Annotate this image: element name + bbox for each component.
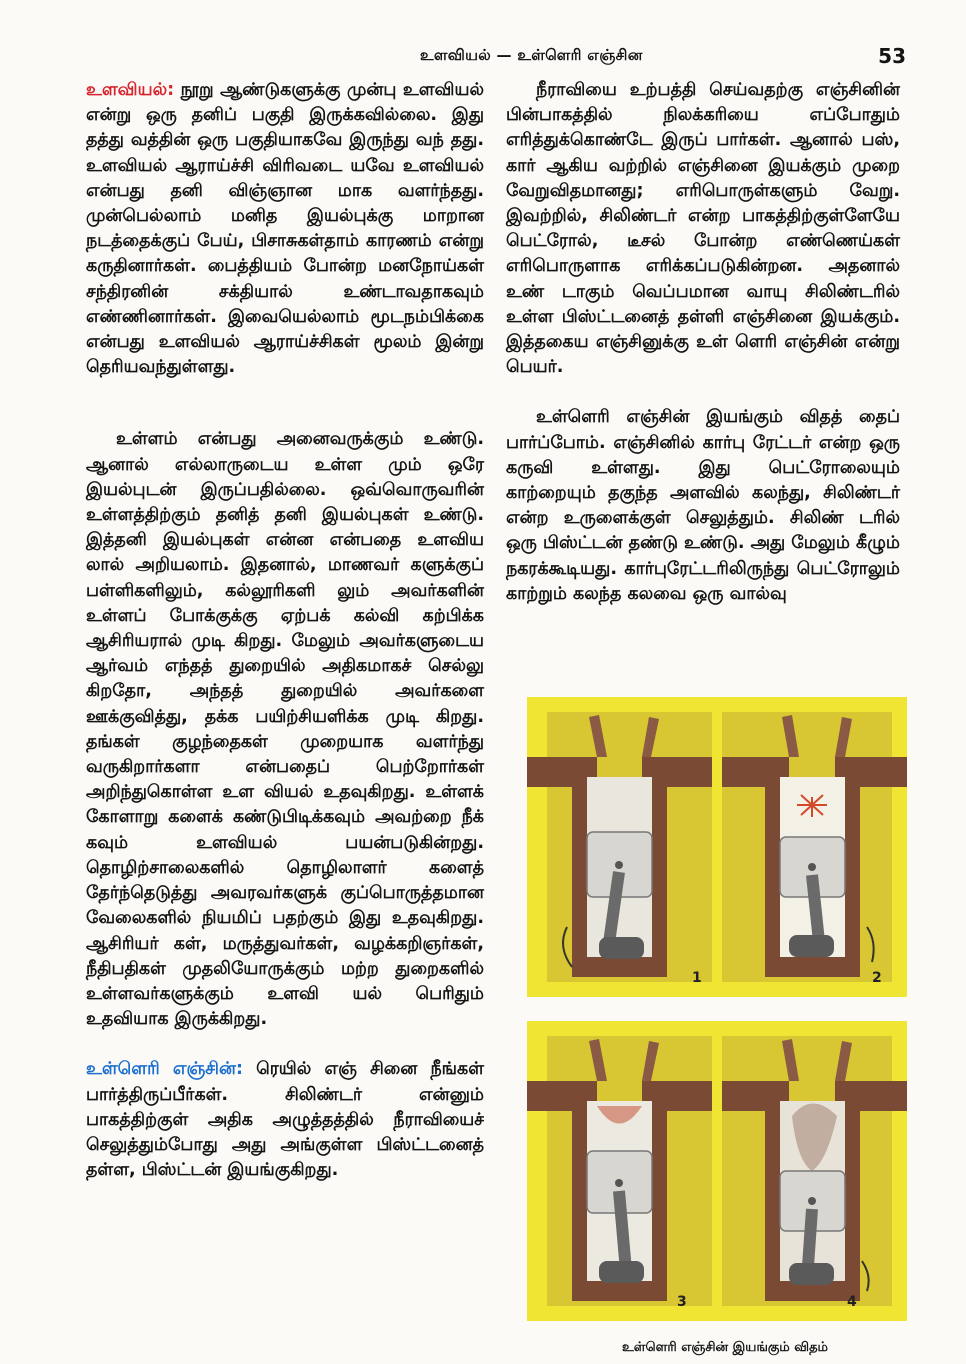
- figure-panel-bottom: [527, 1021, 907, 1321]
- figure-label-1: 1: [692, 970, 702, 986]
- steam-paragraph: நீராவியை உற்பத்தி செய்வதற்கு எஞ்சினின் பின்பாகத்தில் நிலக்கரியை எப்போதும் எரித்துக்கொண்டே இருப் பார்கள். ஆனால் பஸ், கார் ஆகிய வற்றில் எஞ்சினை இயக்கும் முறை வேறுவிதமானது; எரிபொருள்களும் வேறு. இவற்றில், சிலிண்டர் என்ற பாகத்திற்குள்ளேயே பெட்ரோல், டீசல் போன்ற எண்ணெய்கள் எரிபொருளாக எரிக்கப்படுகின்றன. அதனால் உண் டாகும் வெப்பமான வாயு சிலிண்டரில் உள்ள பிஸ்ட்டனைத் தள்ளி எஞ்சினை இயக்கும். இத்தகைய எஞ்சினுக்கு உள் ளெரி எஞ்சின் என்று பெயர்.: [506, 80, 900, 378]
- working-paragraph: உள்ளெரி எஞ்சின் இயங்கும் விதத் தைப் பார்ப்போம். எஞ்சினில் கார்பு ரேட்டர் என்ற ஒரு கருவி உள்ளது. இது பெட்ரோலையும் காற்றையும் தகுந்த அளவில் கலந்து, சிலிண்டர் என்ற உருளைக்குள் செலுத்தும். சிலிண் டரில் ஒரு பிஸ்ட்டன் தண்டு உண்டு. அது மேலும் கீழும் நகரக்கூடியது. கார்புரேட்டரிலிருந்து பெட்ரோலும் காற்றும் கலந்த கலவை ஒரு வால்வு: [506, 407, 900, 604]
- page-header: [0, 42, 966, 72]
- engine-diagram-2: [722, 712, 907, 986]
- psychology-paragraph: [86, 78, 484, 380]
- engine-heading: உள்ளெரி எஞ்சின்:: [86, 1059, 243, 1080]
- running-head: உளவியல் — உள்ளெரி எஞ்சின: [420, 46, 643, 64]
- page-number: 53: [878, 44, 906, 68]
- figure-panel-top: [527, 697, 907, 997]
- engine-text: ரெயில் எஞ் சினை நீங்கள் பார்த்திருப்பீர்கள். சிலிண்டர் என்னும் பாகத்திற்குள் அதிக அழுத்தத்தில் நீராவியைச் செலுத்தும்போது அது அங்குள்ள பிஸ்ட்டனைத் தள்ள, பிஸ்ட்டன் இயங்குகிறது.: [86, 1059, 484, 1181]
- engine-paragraph: [86, 1057, 484, 1183]
- right-column: [506, 78, 900, 632]
- psychology-text: நூறு ஆண்டுகளுக்கு முன்பு உளவியல் என்று ஒரு தனிப் பகுதி இருக்கவில்லை. இது தத்து வத்தின் ஒரு பகுதியாகவே இருந்து வந் தது. உளவியல் ஆராய்ச்சி விரிவடை யவே உளவியல் என்பது தனி விஞ்ஞான மாக வளர்ந்தது. முன்பெல்லாம் மனித இயல்புக்கு மாறான நடத்தைக்குப் பேய், பிசாசுகள்தாம் காரணம் என்று கருதினார்கள். பைத்தியம் போன்ற மனநோய்கள் சந்திரனின் சக்தியால் உண்டாவதாகவும் எண்ணினார்கள். இவையெல்லாம் மூடநம்பிக்கை என்பது உளவியல் ஆராய்ச்சிகள் மூலம் இன்று தெரியவந்துள்ளது.: [86, 80, 484, 378]
- figure-label-4: 4: [847, 1294, 857, 1310]
- mind-paragraph: உள்ளம் என்பது அனைவருக்கும் உண்டு. ஆனால் எல்லாருடைய உள்ள மும் ஒரே இயல்புடன் இருப்பதில்லை. ஒவ்வொருவரின் உள்ளத்திற்கும் தனித் தனி இயல்புகள் உண்டு. இத்தனி இயல்புகள் என்ன என்பதை உளவிய லால் அறியலாம். இதனால், மாணவர் களுக்குப் பள்ளிகளிலும், கல்லூரிகளி லும் அவர்களின் உள்ளப் போக்குக்கு ஏற்பக் கல்வி கற்பிக்க ஆசிரியரால் முடி கிறது. மேலும் அவர்களுடைய ஆர்வம் எந்தத் துறையில் அதிகமாகச் செல்லு கிறதோ, அந்தத் துறையில் அவர்களை ஊக்குவித்து, தக்க பயிற்சியளிக்க முடி கிறது. தங்கள் குழந்தைகள் முறையாக வளர்ந்து வருகிறார்களா என்பதைப் பெற்றோர்கள் அறிந்துகொள்ள உள வியல் உதவுகிறது. உள்ளக் கோளாறு களைக் கண்டுபிடிக்கவும் அவற்றை நீக் கவும் உளவியல் பயன்படுகின்றது. தொழிற்சாலைகளில் தொழிலாளர் களைத் தேர்ந்தெடுத்து அவரவர்களுக் குப்பொருத்தமான வேலைகளில் நியமிப் பதற்கும் இது உதவுகிறது. ஆசிரியர் கள், மருத்துவர்கள், வழக்கறிஞர்கள், நீதிபதிகள் முதலியோருக்கும் மற்ற துறைகளில் உள்ளவர்களுக்கும் உளவி யல் பெரிதும் உதவியாக இருக்கிறது.: [86, 429, 484, 1030]
- figure-label-2: 2: [872, 970, 882, 986]
- engine-figure: [527, 697, 907, 1337]
- engine-diagram-1: [527, 712, 712, 986]
- left-column: [86, 78, 484, 1208]
- engine-strokes-1-2: [527, 697, 907, 997]
- psychology-heading: உளவியல்:: [86, 80, 175, 100]
- figure-label-3: 3: [677, 1294, 687, 1310]
- figure-caption: உள்ளெரி எஞ்சின் இயங்கும் விதம்: [621, 1340, 829, 1355]
- engine-diagram-3: [527, 1036, 712, 1310]
- engine-strokes-3-4: [527, 1021, 907, 1321]
- engine-diagram-4: [722, 1036, 907, 1310]
